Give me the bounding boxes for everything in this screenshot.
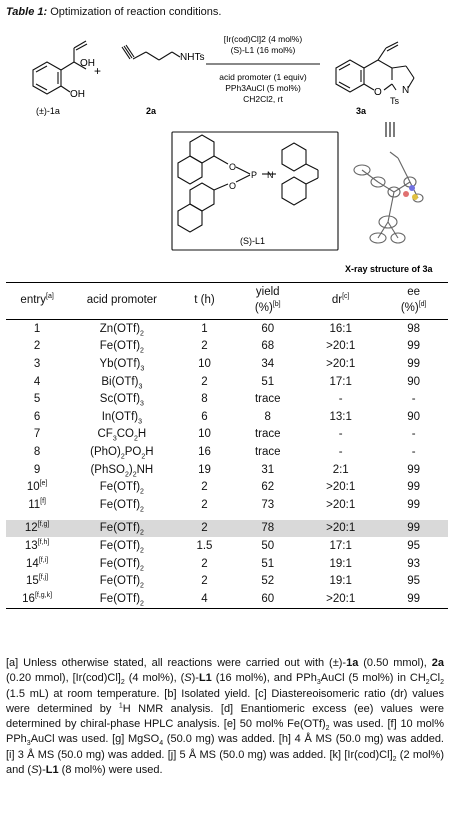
cell-acid: $Fe(OTf)_2$ <box>99 539 144 555</box>
ligand-n: N <box>267 170 274 180</box>
cell-time: 4 <box>176 590 234 608</box>
sm1-structure <box>33 41 87 94</box>
reaction-scheme <box>0 22 454 280</box>
cell-acid: $Fe(OTf)_2$ <box>99 498 144 514</box>
cell-yield: 73 <box>261 498 275 511</box>
cell-acid: $Fe(OTf)_2$ <box>99 481 144 496</box>
table-row <box>6 408 448 426</box>
header-yield: yield (%)[b] <box>254 286 281 314</box>
sm1-label: (±)-1a <box>36 106 60 116</box>
cell-entry: 10[e] <box>26 480 48 494</box>
table-caption <box>6 6 221 18</box>
cell-dr: 13:1 <box>329 410 352 423</box>
xray-atom-s <box>412 194 418 200</box>
cell-time: 2 <box>201 340 208 353</box>
sm1-oh2: OH <box>70 89 85 100</box>
cell-entry: 1 <box>33 322 41 335</box>
cell-ee: 95 <box>407 575 421 588</box>
cell-ee: 99 <box>407 340 421 353</box>
product-o: O <box>374 87 382 98</box>
cell-dr: >20:1 <box>326 340 356 353</box>
product-n: N <box>402 85 410 96</box>
header-ee: ee (%)[d] <box>400 286 427 314</box>
table-header-row <box>6 283 448 320</box>
cell-yield: 52 <box>261 575 275 588</box>
table-footnotes: [a] Unless otherwise stated, all reactions were carried out with (±)-1a (0.50 mmol), 2a (0.20 mmol), $[Ir(cod)Cl]_2$ (4 mol%), (S)-L1 (16 mol%), and PPh$_3$AuCl (5 mol%) in $CH_2Cl_2$ (1.5 mL) at room temperature. [b] Isolated yield. [c] Diastereoisomeric ratio (dr) values were determined by $^1$H NMR analysis. [d] Enantiomeric excess (ee) values were determined by chiral-phase HPLC analysis. [e] 50 mol% $Fe(OTf)_2$ was used. [f] 10 mol% PPh$_3$AuCl was used. [g] MgSO$_4$ (50.0 mg) was added. [h] 4 Å MS (50.0 mg) was added. [i] 3 Å MS (50.0 mg) was added. [j] 5 Å MS (50.0 mg) was added. [k] $[Ir(cod)Cl]_2$ (2 mol%) and (S)-L1 (8 mol%) were used. <box>6 657 444 777</box>
cell-ee: 99 <box>379 520 448 538</box>
cell-acid: $(PhO)_2PO_2H$ <box>90 445 154 461</box>
cell-time: 2 <box>201 557 208 570</box>
results-table <box>6 282 448 609</box>
cell-ee: 98 <box>407 322 421 335</box>
xray-atom-o <box>403 191 409 197</box>
cell-dr: - <box>338 445 343 458</box>
sm1-oh1: OH <box>80 58 95 69</box>
product-ts: Ts <box>390 96 399 106</box>
plus-sign: + <box>94 64 102 78</box>
cell-entry: 11[f] <box>28 497 46 511</box>
cell-ee: 95 <box>407 539 421 552</box>
cell-dr: >20:1 <box>302 520 379 538</box>
cell-entry: 14[f,i] <box>26 556 49 570</box>
cell-yield: 34 <box>261 358 275 371</box>
cell-entry: 5 <box>33 393 41 406</box>
reaction-scheme-svg <box>0 22 454 280</box>
table-row <box>6 590 448 608</box>
cell-dr: >20:1 <box>302 590 379 608</box>
cell-yield: 78 <box>233 520 302 538</box>
cell-yield: 51 <box>261 557 275 570</box>
cell-yield: 31 <box>261 463 275 476</box>
cell-ee: 93 <box>407 557 421 570</box>
condition-line-4: PPh3AuCl (5 mol%) <box>225 83 301 93</box>
cell-entry: 4 <box>33 375 41 388</box>
product-label: 3a <box>356 106 367 116</box>
cell-dr: >20:1 <box>326 358 356 371</box>
cell-entry: 7 <box>33 428 41 441</box>
table-row <box>6 320 448 338</box>
cell-dr: 16:1 <box>329 322 352 335</box>
cell-entry: 6 <box>33 410 41 423</box>
xray-label: X-ray structure of 3a <box>345 264 433 274</box>
cell-yield: trace <box>254 445 281 458</box>
cell-time: 19 <box>198 463 211 476</box>
cell-dr: 19:1 <box>329 575 352 588</box>
cell-yield: 50 <box>261 539 275 552</box>
condition-line-1: [Ir(cod)Cl]2 (4 mol%) <box>223 34 303 44</box>
cell-entry: 12[f,g] <box>6 520 68 538</box>
condition-line-2: (S)-L1 (16 mol%) <box>230 45 296 55</box>
header-dr: dr[c] <box>331 292 350 306</box>
table-row <box>6 443 448 461</box>
header-entry: entry[a] <box>20 292 54 306</box>
cell-acid: $CF_3CO_2H$ <box>97 428 147 443</box>
cell-ee: 99 <box>407 463 421 476</box>
ligand-label: (S)-L1 <box>240 236 266 246</box>
header-acid: acid promoter <box>86 293 158 306</box>
cell-yield: 51 <box>261 375 275 388</box>
cell-ee: 99 <box>407 358 421 371</box>
cell-time: 16 <box>198 445 211 458</box>
cell-time: 10 <box>198 358 211 371</box>
cell-entry: 2 <box>33 340 41 353</box>
cell-entry: 13[f,h] <box>24 539 50 552</box>
table-row <box>6 338 448 356</box>
cell-acid: $Zn(OTf)_2$ <box>99 322 144 338</box>
cell-acid: $Fe(OTf)_2$ <box>99 340 144 355</box>
cell-yield: 68 <box>261 340 275 353</box>
table-row <box>6 555 448 573</box>
cell-acid: $Fe(OTf)_2$ <box>68 590 175 608</box>
cell-dr: 17:1 <box>329 375 352 388</box>
cell-time: 1 <box>201 322 208 335</box>
ligand-p: P <box>251 170 258 180</box>
sm2-label: 2a <box>146 106 157 116</box>
cell-time: 2 <box>201 481 208 494</box>
cell-entry: 15[f,j] <box>26 574 49 588</box>
caption-text: Optimization of reaction conditions. <box>47 6 222 18</box>
table-row <box>6 478 448 496</box>
cell-entry: 8 <box>33 445 41 458</box>
cell-time: 2 <box>201 375 208 388</box>
table-row <box>6 373 448 391</box>
cell-acid: $Yb(OTf)_3$ <box>99 358 145 373</box>
cell-time: 1.5 <box>196 539 213 552</box>
cell-time: 2 <box>201 498 208 511</box>
table-row <box>6 355 448 373</box>
cell-yield: 60 <box>261 322 275 335</box>
cell-time: 10 <box>198 428 211 441</box>
cell-entry: 3 <box>33 358 41 371</box>
table-row <box>6 520 448 538</box>
cell-acid: $In(OTf)_3$ <box>101 410 143 426</box>
cell-dr: 19:1 <box>329 557 352 570</box>
cell-acid: $Sc(OTf)_3$ <box>99 393 144 408</box>
sm2-structure <box>122 45 180 60</box>
table-row <box>6 426 448 444</box>
cell-yield: trace <box>254 393 281 406</box>
table-row <box>6 496 448 514</box>
cell-yield: trace <box>254 428 281 441</box>
cell-yield: 8 <box>264 410 271 423</box>
table-row <box>6 572 448 590</box>
table-row <box>6 390 448 408</box>
cell-ee: - <box>411 428 416 441</box>
ligand-structure <box>178 135 318 232</box>
ligand-box <box>172 132 338 250</box>
cell-ee: 90 <box>407 375 421 388</box>
cell-acid: $Fe(OTf)_2$ <box>99 557 144 572</box>
ligand-o2: O <box>229 181 237 191</box>
xray-atom-n <box>409 185 415 191</box>
sm2-group: NHTs <box>180 52 205 63</box>
cell-ee: 90 <box>407 410 421 423</box>
cell-entry: 9 <box>33 463 41 476</box>
cell-ee: 99 <box>379 590 448 608</box>
cell-dr: >20:1 <box>326 498 356 511</box>
cell-ee: - <box>411 393 416 406</box>
cell-ee: 99 <box>407 498 421 511</box>
header-time: t (h) <box>194 293 215 306</box>
ligand-o1: O <box>229 162 237 172</box>
cell-acid: $Fe(OTf)_2$ <box>68 520 175 538</box>
results-table-wrap <box>6 282 448 609</box>
cell-time: 6 <box>201 410 208 423</box>
cell-acid: $Fe(OTf)_2$ <box>99 575 144 590</box>
table-row <box>6 537 448 555</box>
cell-entry: 16[f,g,k] <box>6 590 68 608</box>
cell-dr: 17:1 <box>329 539 352 552</box>
cell-yield: 62 <box>261 481 275 494</box>
cell-dr: >20:1 <box>326 481 356 494</box>
cell-time: 2 <box>176 520 234 538</box>
table-body <box>6 320 448 609</box>
cell-dr: - <box>338 428 343 441</box>
cell-ee: - <box>411 445 416 458</box>
cell-dr: - <box>338 393 343 406</box>
cell-time: 8 <box>201 393 208 406</box>
cell-time: 2 <box>201 575 208 588</box>
cell-dr: 2:1 <box>332 463 349 476</box>
condition-line-5: CH2Cl2, rt <box>243 94 283 104</box>
cell-yield: 60 <box>233 590 302 608</box>
table-row <box>6 461 448 479</box>
cell-ee: 99 <box>407 481 421 494</box>
cell-acid: $(PhSO_2)_2NH$ <box>90 463 154 478</box>
cell-acid: $Bi(OTf)_3$ <box>101 375 143 390</box>
condition-line-3: acid promoter (1 equiv) <box>219 72 307 82</box>
caption-label: Table 1: <box>6 6 48 18</box>
